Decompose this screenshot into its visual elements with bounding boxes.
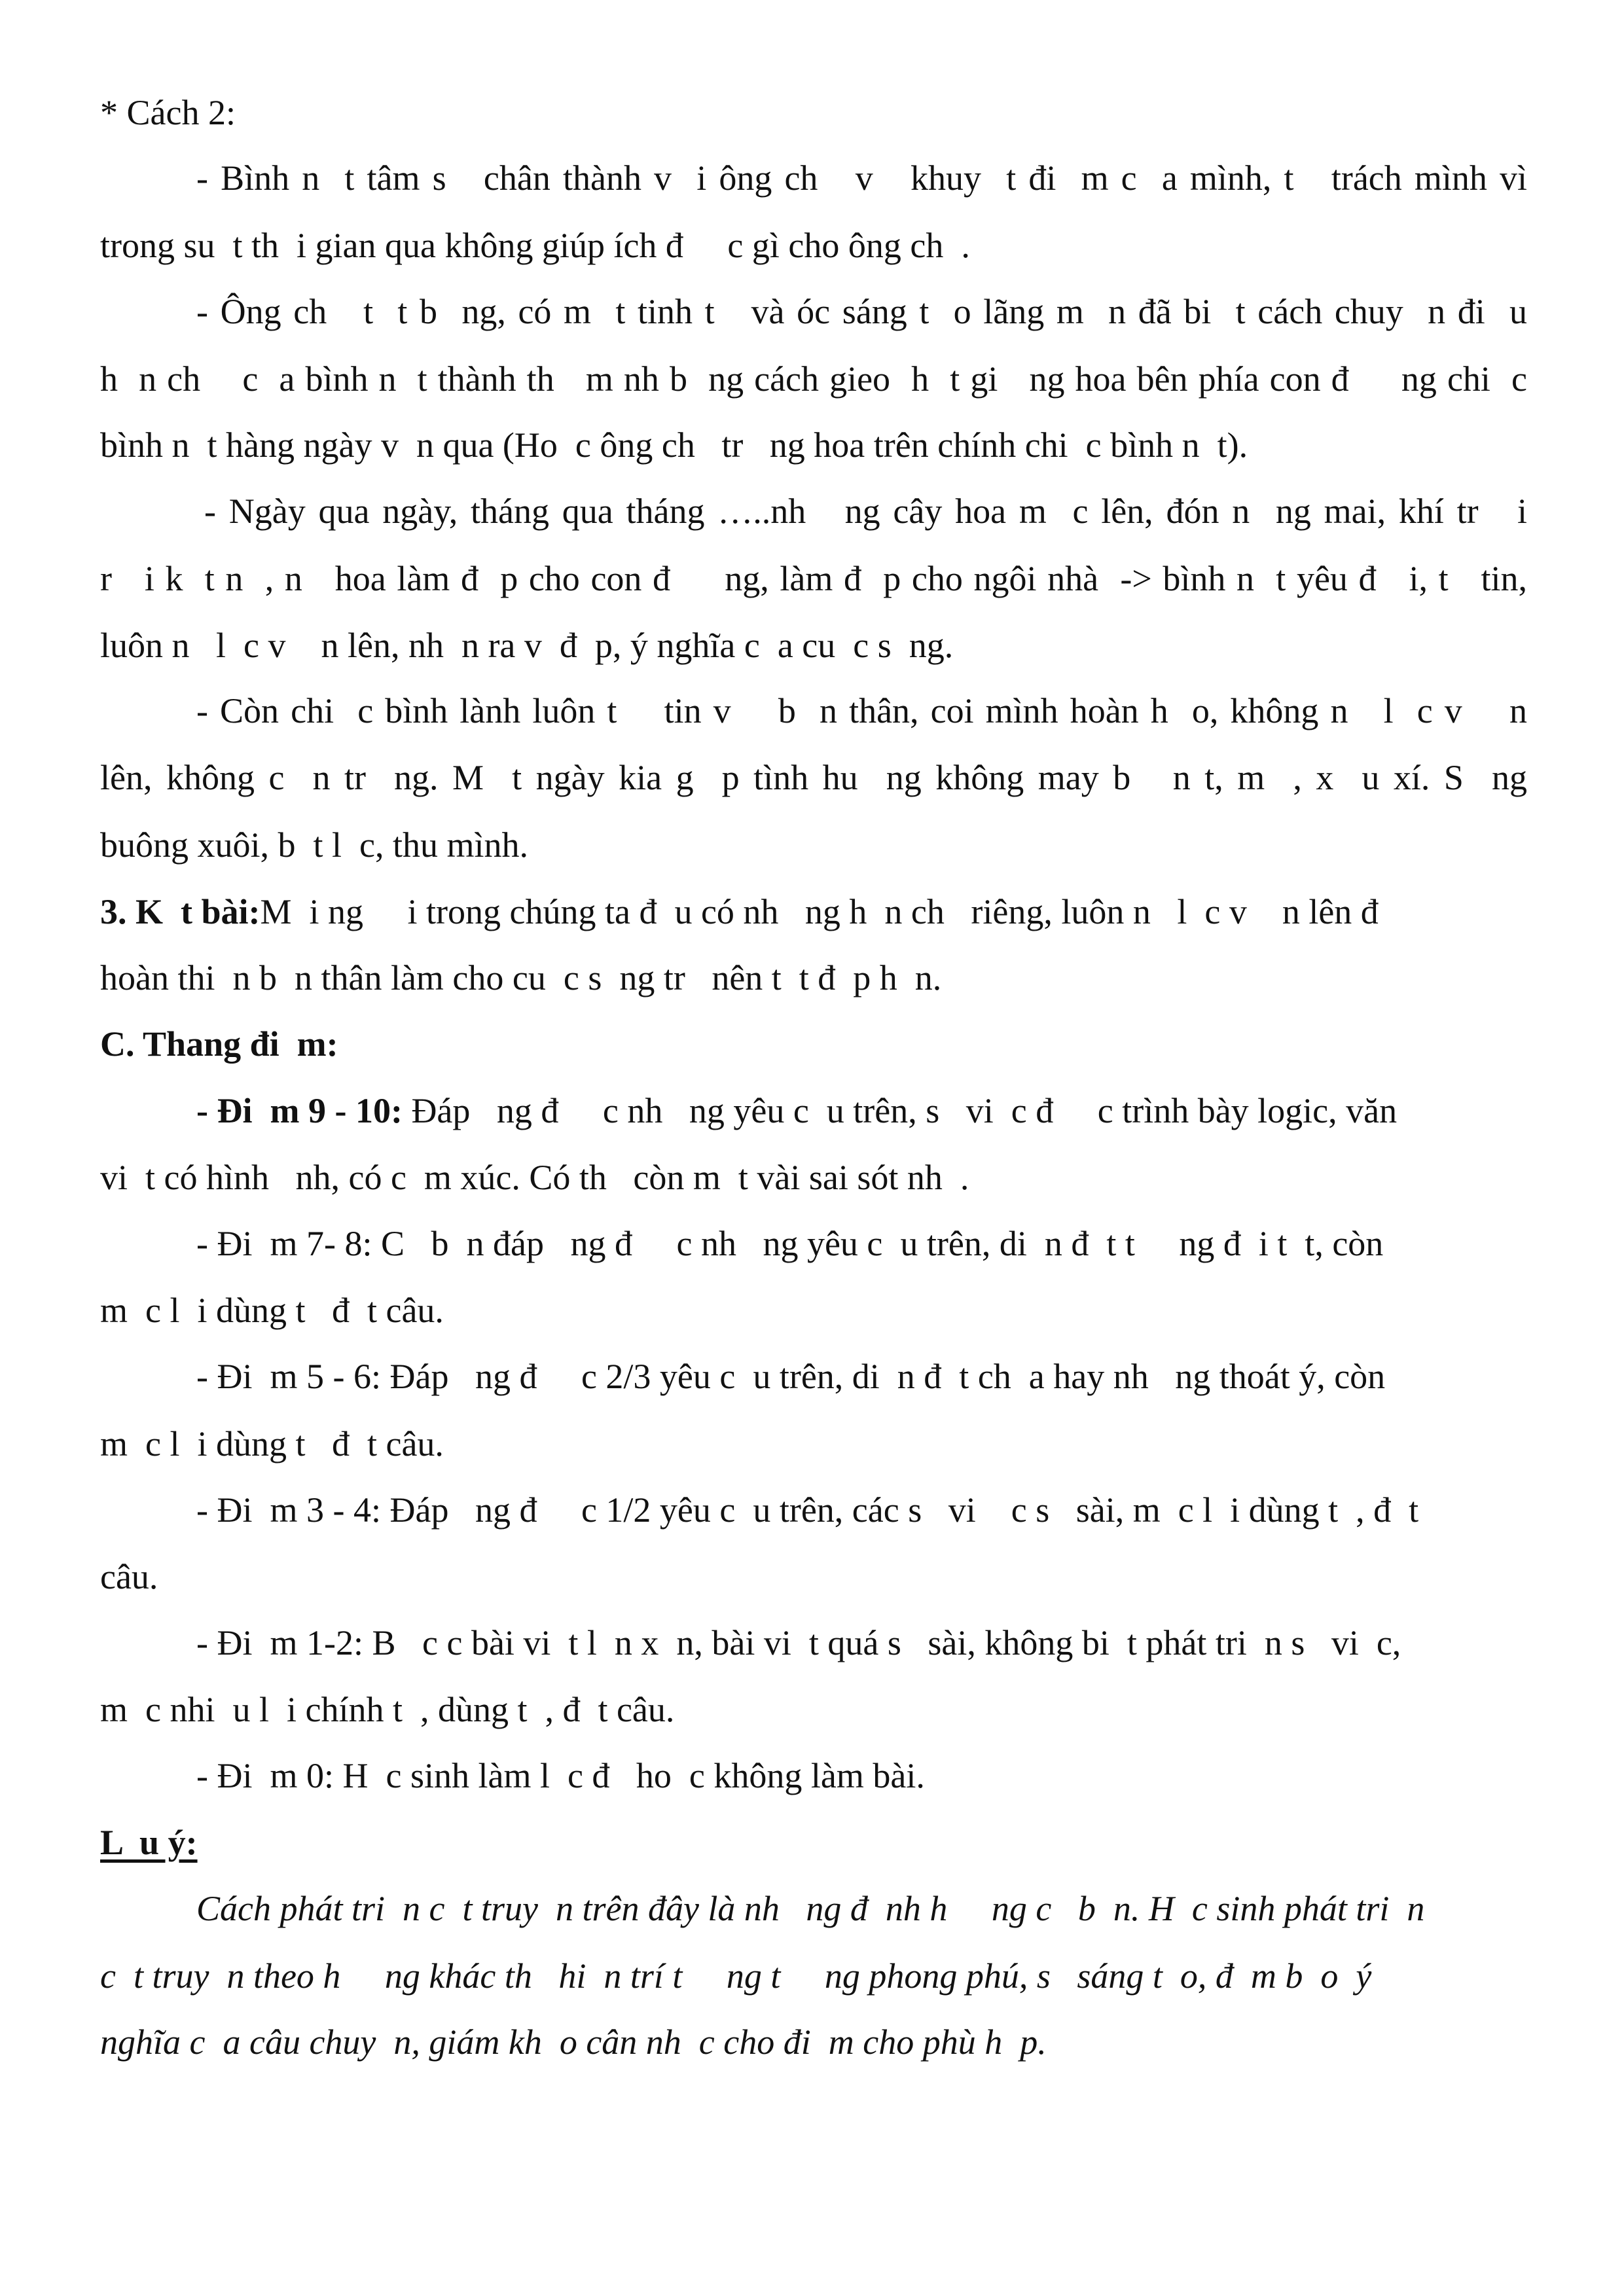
conclusion-line-1 [100,891,1527,933]
paragraph-4-line-3: buông xuôi, b t l c, thu mình. [100,825,528,865]
grade-9-10-line-1 [196,1090,1527,1132]
note-heading: L u ý: [100,1823,198,1862]
grade-3-4-text: Đáp ng đ c 1/2 yêu c u trên, các s vi c s sài, m c l i dùng t , đ t [380,1490,1419,1530]
grade-5-6-line-2: m c l i dùng t đ t câu. [100,1424,444,1463]
grade-7-8-line-1 [196,1223,1527,1265]
grade-1-2-line-1 [196,1622,1527,1664]
conclusion-text-1: M i ng i trong chúng ta đ u có nh ng h n ch riêng, luôn n l c v n lên đ [260,892,1379,931]
grade-3-4-line-2: câu. [100,1557,158,1596]
grade-5-6-label: - Đi m 5 - 6: [196,1357,381,1396]
grade-9-10-text: Đáp ng đ c nh ng yêu c u trên, s vi c đ c trình bày logic, văn [402,1091,1398,1130]
grade-5-6-line-1 [196,1355,1527,1397]
grade-9-10-label: - Đi m 9 - 10: [196,1091,403,1130]
grade-0-line-1 [196,1755,1527,1797]
paragraph-3-line-2: r i k t n , n hoa làm đ p cho con đ ng, làm đ p cho ngôi nhà -> bình n t yêu đ i, t tin, [100,559,1527,598]
grade-5-6-text: Đáp ng đ c 2/3 yêu c u trên, di n đ t ch a hay nh ng thoát ý, còn [380,1357,1386,1396]
note-line-3: nghĩa c a câu chuy n, giám kh o cân nh c cho đi m cho phù h p. [100,2022,1047,2062]
note-line-1: Cách phát tri n c t truy n trên đây là nh ng đ nh h ng c b n. H c sinh phát tri n [196,1889,1425,1928]
method2-heading: * Cách 2: [100,93,236,132]
paragraph-4-line-1: - Còn chi c bình lành luôn t tin v b n thân, coi mình hoàn h o, không n l c v n [196,691,1527,730]
paragraph-4-line-2: lên, không c n tr ng. M t ngày kia g p tình hu ng không may b n t, m , x u xí. S ng [100,758,1527,797]
grade-3-4-label: - Đi m 3 - 4: [196,1490,381,1530]
paragraph-2-line-2: h n ch c a bình n t thành th m nh b ng cách gieo h t gi ng hoa bên phía con đ ng chi c [100,359,1527,399]
grade-1-2-text: B c c bài vi t l n x n, bài vi t quá s sài, không bi t phát tri n s vi c, [363,1623,1401,1662]
paragraph-2-line-3: bình n t hàng ngày v n qua (Ho c ông ch tr ng hoa trên chính chi c bình n t). [100,425,1248,465]
grade-7-8-line-2: m c l i dùng t đ t câu. [100,1291,444,1330]
note-line-2: c t truy n theo h ng khác th hi n trí t ng t ng phong phú, s sáng t o, đ m b o ý [100,1956,1372,1996]
conclusion-label: 3. K t bài: [100,892,261,931]
paragraph-1-line-1: - Bình n t tâm s chân thành v i ông ch v khuy t đi m c a mình, t trách mình vì [196,158,1527,198]
grading-heading: C. Thang đi m: [100,1024,338,1064]
paragraph-3-line-1: - Ngày qua ngày, tháng qua tháng …..nh ng cây hoa m c lên, đón n ng mai, khí tr i [204,492,1527,531]
grade-9-10-line-2: vi t có hình nh, có c m xúc. Có th còn m t vài sai sót nh . [100,1158,969,1197]
grade-0-label: - Đi m 0: [196,1756,334,1795]
grade-1-2-label: - Đi m 1-2: [196,1623,363,1662]
paragraph-2-line-1: - Ông ch t t b ng, có m t tinh t và óc sáng t o lãng m n đã bi t cách chuy n đi u [196,292,1527,331]
paragraph-3-line-3: luôn n l c v n lên, nh n ra v đ p, ý nghĩa c a cu c s ng. [100,626,954,665]
grade-0-text: H c sinh làm l c đ ho c không làm bài. [334,1756,925,1795]
grade-3-4-line-1 [196,1489,1527,1531]
grade-1-2-line-2: m c nhi u l i chính t , dùng t , đ t câu. [100,1690,675,1729]
paragraph-1-line-2: trong su t th i gian qua không giúp ích đ c gì cho ông ch . [100,226,970,265]
grade-7-8-label: - Đi m 7- 8: [196,1224,372,1263]
conclusion-line-2: hoàn thi n b n thân làm cho cu c s ng tr nên t t đ p h n. [100,958,942,997]
grade-7-8-text: C b n đáp ng đ c nh ng yêu c u trên, di n đ t t ng đ i t t, còn [372,1224,1384,1263]
